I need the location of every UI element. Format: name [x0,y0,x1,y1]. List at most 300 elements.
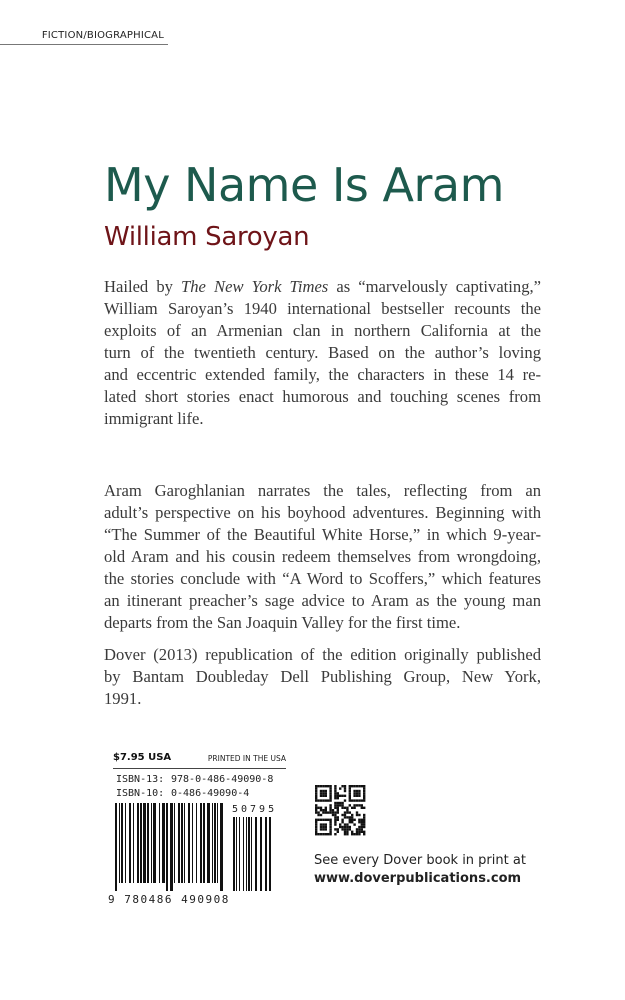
barcode-bar [170,803,173,891]
qr-module [346,811,348,813]
qr-module [341,821,343,823]
qr-module [337,802,339,804]
qr-module [315,833,317,835]
italic-title: The New York Times [181,277,329,296]
price-bar [113,750,286,769]
qr-module [334,833,336,835]
text-segment: Dover (2013) republication of the edition originally published [104,645,541,664]
qr-module [353,807,355,809]
qr-module [325,828,327,830]
qr-module [322,795,324,797]
qr-module [353,790,355,792]
barcode-bar [196,803,197,883]
qr-module [334,807,336,809]
qr-module [363,785,365,787]
barcode-bar [159,803,160,883]
barcode-addon-bar [269,817,271,891]
qr-module [339,823,341,825]
qr-module [363,826,365,828]
qr-module [344,790,346,792]
printed-in: PRINTED IN THE USA [207,754,286,763]
qr-module [344,807,346,809]
qr-module [361,819,363,821]
barcode-bar [214,803,216,883]
qr-module [334,811,336,813]
text-line [104,644,541,666]
qr-module [315,819,317,821]
isbn-10-label: ISBN-10: [116,788,165,799]
qr-module [334,821,336,823]
qr-module [320,809,322,811]
qr-module [344,814,346,816]
qr-module [332,811,334,813]
barcode-addon-bar [246,817,247,891]
text-segment: Aram Garoghlanian narrates the tales, reflecting from an [104,481,541,500]
qr-module [353,785,355,787]
text-segment: departs from the San Joaquin Valley for the first time. [104,613,461,632]
isbn-10-value: 0-486-49090-4 [171,788,250,799]
text-line [104,408,541,430]
qr-module [356,790,358,792]
qr-module [320,826,322,828]
text-line [104,298,541,320]
text-line [104,612,541,634]
qr-module [363,799,365,801]
qr-module [346,831,348,833]
barcode-bar [184,803,185,883]
barcode-bar [140,803,142,883]
qr-module [327,785,329,787]
qr-module [353,819,355,821]
qr-module [317,819,319,821]
book-author: William Saroyan [104,222,310,252]
barcode-bar [220,803,223,891]
qr-module [358,785,360,787]
qr-module [329,790,331,792]
barcode-bar [137,803,139,883]
qr-module [356,804,358,806]
qr-module [325,792,327,794]
qr-module [329,795,331,797]
qr-module [315,792,317,794]
qr-module [341,804,343,806]
text-line [104,666,541,688]
qr-module [363,816,365,818]
qr-module [349,790,351,792]
qr-module [337,831,339,833]
qr-module [334,790,336,792]
qr-module [361,799,363,801]
qr-module [341,802,343,804]
qr-module [334,819,336,821]
qr-module [322,792,324,794]
text-segment: old Aram and his cousin redeem themselves from wrongdoing, [104,547,541,566]
qr-module [363,831,365,833]
text-segment: Hailed by [104,277,182,296]
qr-module [363,790,365,792]
qr-module [317,799,319,801]
text-segment: William Saroyan’s 1940 international bestseller recounts the [104,299,541,318]
qr-module [337,816,339,818]
qr-module [317,807,319,809]
qr-module [346,809,348,811]
qr-module [341,819,343,821]
qr-module [356,831,358,833]
barcode-bar [212,803,213,883]
qr-module [344,823,346,825]
qr-module [356,828,358,830]
qr-module [334,816,336,818]
qr-module [332,809,334,811]
qr-module [329,833,331,835]
text-line [104,342,541,364]
barcode [113,803,283,898]
barcode-digits: 9 780486 490908 [108,893,230,906]
qr-module [351,799,353,801]
qr-module [344,833,346,835]
qr-module [356,799,358,801]
qr-module [325,807,327,809]
qr-module [351,831,353,833]
qr-module [363,819,365,821]
barcode-bar [153,803,156,883]
qr-module [344,816,346,818]
text-line [104,688,541,710]
qr-module [361,831,363,833]
barcode-bar [143,803,146,883]
qr-module [329,821,331,823]
qr-module [322,811,324,813]
qr-module [329,831,331,833]
qr-module [322,785,324,787]
qr-module [351,814,353,816]
text-segment: lated short stories enact humorous and touching scenes from [104,387,541,406]
text-line [104,590,541,612]
barcode-addon-bar [248,817,250,891]
qr-module [363,797,365,799]
qr-module [353,792,355,794]
qr-module [329,804,331,806]
qr-module [327,811,329,813]
qr-code [315,785,367,837]
text-line [104,546,541,568]
barcode-addon-bar [251,817,252,891]
qr-module [322,823,324,825]
qr-module [334,795,336,797]
barcode-bar [121,803,123,883]
qr-module [356,792,358,794]
qr-module [334,785,336,787]
qr-module [349,792,351,794]
qr-module [315,790,317,792]
text-segment: turn of the twentieth century. Based on the author’s loving [104,343,541,362]
qr-module [353,823,355,825]
qr-module [341,785,343,787]
qr-module [329,787,331,789]
qr-module [358,826,360,828]
text-segment: an itinerant preacher’s sage advice to Aram as the young man [104,591,541,610]
qr-module [320,807,322,809]
qr-module [358,828,360,830]
qr-module [325,823,327,825]
qr-module [334,828,336,830]
qr-module [344,795,346,797]
isbn-13-label: ISBN-13: [116,774,165,785]
barcode-addon-bar [243,817,244,891]
text-segment: exploits of an Armenian clan in northern California at the [104,321,541,340]
qr-module [361,823,363,825]
qr-module [315,797,317,799]
qr-module [325,826,327,828]
qr-module [315,826,317,828]
qr-module [322,809,324,811]
qr-module [358,821,360,823]
barcode-addon-bar [265,817,267,891]
text-segment: “The Summer of the Beautiful White Horse,” in which 9-year- [104,525,541,544]
qr-module [325,785,327,787]
barcode-bar [115,803,117,891]
qr-module [349,797,351,799]
barcode-bar [203,803,205,883]
qr-module [329,826,331,828]
barcode-addon-bar [255,817,257,891]
barcode-bar [188,803,190,883]
qr-module [351,785,353,787]
qr-module [349,787,351,789]
qr-module [344,831,346,833]
qr-module [322,826,324,828]
qr-module [315,804,317,806]
barcode-bar [166,803,168,891]
text-line [104,480,541,502]
description-paragraph-2 [104,480,541,634]
qr-module [339,804,341,806]
qr-module [356,814,358,816]
qr-module [349,804,351,806]
qr-module [349,821,351,823]
barcode-bar [125,803,126,883]
text-line [104,386,541,408]
barcode-addon-bar [236,817,237,891]
qr-module [349,826,351,828]
qr-module [315,821,317,823]
qr-module [349,785,351,787]
qr-module [329,792,331,794]
qr-module [341,828,343,830]
text-segment: 1991. [104,689,142,708]
qr-module [346,826,348,828]
qr-module [358,804,360,806]
qr-module [361,828,363,830]
qr-module [344,828,346,830]
qr-module [315,795,317,797]
genre-label [0,30,168,45]
qr-module [315,828,317,830]
text-line [104,276,541,298]
qr-module [334,823,336,825]
qr-module [329,823,331,825]
barcode-bar [200,803,202,883]
qr-module [329,809,331,811]
barcode-bar [217,803,218,883]
barcode-bar [162,803,165,883]
qr-module [363,787,365,789]
qr-module [363,792,365,794]
promo-url[interactable]: www.doverpublications.com [314,871,522,886]
qr-module [344,811,346,813]
qr-module [337,795,339,797]
qr-module [344,826,346,828]
text-segment: the stories conclude with “A Word to Scoffers,” which features [104,569,541,588]
qr-module [329,797,331,799]
qr-module [363,833,365,835]
qr-module [337,819,339,821]
barcode-addon-bar [233,817,235,891]
qr-module [322,819,324,821]
qr-module [329,811,331,813]
qr-module [341,826,343,828]
qr-module [346,833,348,835]
promo-text: See every Dover book in print at [314,853,526,868]
qr-module [334,797,336,799]
barcode-bar [133,803,134,883]
qr-module [346,807,348,809]
qr-module [351,816,353,818]
text-segment: and eccentric extended family, the characters in these 14 re- [104,365,541,384]
qr-module [363,807,365,809]
qr-module [315,785,317,787]
qr-module [334,787,336,789]
qr-module [356,833,358,835]
barcode-addon-bar [239,817,240,891]
qr-module [349,795,351,797]
qr-module [320,799,322,801]
qr-module [320,833,322,835]
qr-module [329,819,331,821]
qr-module [337,797,339,799]
qr-module [329,807,331,809]
qr-module [356,795,358,797]
qr-module [346,823,348,825]
qr-module [339,802,341,804]
description-paragraph-1 [104,276,541,430]
qr-module [315,787,317,789]
qr-module [337,792,339,794]
text-segment: adult’s perspective on his boyhood adventures. Beginning with [104,503,541,522]
qr-module [322,790,324,792]
publication-note [104,644,541,710]
qr-module [346,828,348,830]
qr-module [320,828,322,830]
qr-module [320,785,322,787]
barcode-bar [178,803,180,883]
qr-module [363,795,365,797]
text-segment: by Bantam Doubleday Dell Publishing Group, New York, [104,667,541,686]
qr-module [361,785,363,787]
qr-module [344,787,346,789]
qr-module [358,792,360,794]
qr-module [349,828,351,830]
barcode-bar [129,803,131,883]
qr-module [327,833,329,835]
qr-module [344,785,346,787]
qr-module [341,807,343,809]
qr-module [322,799,324,801]
qr-module [349,799,351,801]
qr-module [353,833,355,835]
barcode-bar [181,803,183,883]
qr-module [341,814,343,816]
text-line [104,320,541,342]
qr-module [334,802,336,804]
qr-module [363,823,365,825]
text-line [104,524,541,546]
qr-module [337,807,339,809]
qr-module [344,799,346,801]
qr-module [325,799,327,801]
qr-module [353,799,355,801]
barcode-bar [207,803,210,883]
barcode-bar [147,803,149,883]
qr-module [320,790,322,792]
qr-module [320,823,322,825]
qr-module [329,799,331,801]
qr-module [325,795,327,797]
barcode-bar [151,803,152,883]
qr-module [353,795,355,797]
qr-module [320,792,322,794]
qr-module [358,790,360,792]
qr-module [315,807,317,809]
qr-module [339,795,341,797]
qr-module [337,809,339,811]
qr-module [327,819,329,821]
qr-module [358,814,360,816]
qr-module [361,821,363,823]
barcode-bar [192,803,193,883]
qr-module [341,795,343,797]
promo [314,853,526,887]
book-title: My Name Is Aram [104,158,504,212]
qr-module [351,821,353,823]
barcode-addon-digits: 50795 [232,804,278,815]
barcode-addon-bar [260,817,262,891]
isbn-13-value: 978-0-486-49090-8 [171,774,274,785]
text-segment: as “marvelously captivating,” [328,277,542,296]
qr-module [361,807,363,809]
qr-module [358,795,360,797]
genre-text: FICTION/BIOGRAPHICAL [41,30,164,41]
qr-module [320,819,322,821]
qr-module [317,814,319,816]
qr-module [315,831,317,833]
qr-module [329,828,331,830]
qr-module [361,804,363,806]
qr-module [325,790,327,792]
isbn-13 [116,774,273,786]
barcode-bar [119,803,120,883]
qr-module [351,833,353,835]
qr-module [327,799,329,801]
qr-module [358,833,360,835]
qr-module [356,811,358,813]
qr-module [349,816,351,818]
text-line [104,568,541,590]
qr-module [361,826,363,828]
qr-module [332,814,334,816]
qr-module [334,804,336,806]
qr-module [339,826,341,828]
